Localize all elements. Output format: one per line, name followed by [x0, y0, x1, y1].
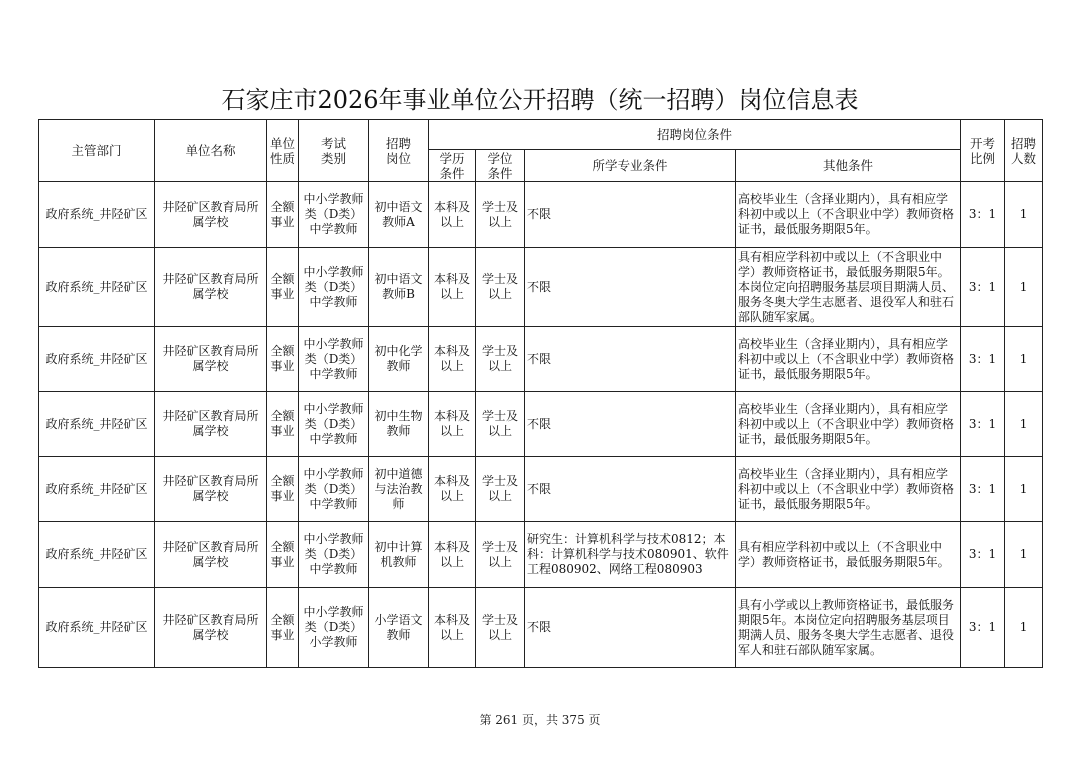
- cell-unit: 井陉矿区教育局所属学校: [155, 182, 267, 248]
- cell-edu: 本科及以上: [429, 327, 476, 392]
- cell-major: 不限: [525, 392, 736, 457]
- cell-edu: 本科及以上: [429, 588, 476, 668]
- cell-degree: 学士及以上: [476, 588, 525, 668]
- cell-post: 初中语文教师A: [369, 182, 429, 248]
- cell-edu: 本科及以上: [429, 248, 476, 327]
- table-row: [39, 182, 1043, 248]
- cell-dept: 政府系统_井陉矿区: [39, 392, 155, 457]
- cell-unit: 井陉矿区教育局所属学校: [155, 588, 267, 668]
- cell-exam: 中小学教师类（D类）中学教师: [299, 522, 369, 588]
- table-row: [39, 457, 1043, 522]
- header-exam-text: 考试 类别: [320, 135, 346, 166]
- header-ratio: [961, 120, 1005, 182]
- cell-count: 1: [1005, 457, 1043, 522]
- cell-count: 1: [1005, 392, 1043, 457]
- cell-other: 高校毕业生（含择业期内），具有相应学科初中或以上（不含职业中学）教师资格证书，最低服务期限5年。: [736, 182, 961, 248]
- cell-dept: 政府系统_井陉矿区: [39, 522, 155, 588]
- cell-dept: 政府系统_井陉矿区: [39, 588, 155, 668]
- recruitment-table: [38, 119, 1043, 668]
- cell-exam: 中小学教师类（D类）中学教师: [299, 392, 369, 457]
- header-edu-text: 学历 条件: [439, 150, 465, 181]
- header-unit: 单位名称: [155, 120, 267, 182]
- cell-edu: 本科及以上: [429, 182, 476, 248]
- cell-ratio: 3：1: [961, 457, 1005, 522]
- cell-dept: 政府系统_井陉矿区: [39, 248, 155, 327]
- header-exam: [299, 120, 369, 182]
- cell-unit: 井陉矿区教育局所属学校: [155, 457, 267, 522]
- cell-other: 高校毕业生（含择业期内），具有相应学科初中或以上（不含职业中学）教师资格证书，最低服务期限5年。: [736, 392, 961, 457]
- page-title: 石家庄市2026年事业单位公开招聘（统一招聘）岗位信息表: [221, 86, 859, 114]
- header-edu: [429, 150, 476, 182]
- cell-ratio: 3：1: [961, 392, 1005, 457]
- cell-major: 不限: [525, 248, 736, 327]
- header-other: 其他条件: [736, 150, 961, 182]
- cell-degree: 学士及以上: [476, 392, 525, 457]
- cell-major: 研究生：计算机科学与技术0812；本科：计算机科学与技术080901、软件工程080902、网络工程080903: [525, 522, 736, 588]
- cell-nature: 全额事业: [267, 248, 299, 327]
- cell-edu: 本科及以上: [429, 457, 476, 522]
- header-nature: [267, 120, 299, 182]
- cell-ratio: 3：1: [961, 522, 1005, 588]
- cell-dept: 政府系统_井陉矿区: [39, 182, 155, 248]
- cell-exam: 中小学教师类（D类）中学教师: [299, 327, 369, 392]
- cell-post: 初中语文教师B: [369, 248, 429, 327]
- cell-count: 1: [1005, 182, 1043, 248]
- cell-degree: 学士及以上: [476, 327, 525, 392]
- cell-degree: 学士及以上: [476, 457, 525, 522]
- cell-post: 初中道德与法治教师: [369, 457, 429, 522]
- cell-other: 具有相应学科初中或以上（不含职业中学）教师资格证书，最低服务期限5年。: [736, 522, 961, 588]
- cell-post: 初中化学教师: [369, 327, 429, 392]
- header-dept: 主管部门: [39, 120, 155, 182]
- cell-post: 初中生物教师: [369, 392, 429, 457]
- cell-unit: 井陉矿区教育局所属学校: [155, 392, 267, 457]
- cell-ratio: 3：1: [961, 182, 1005, 248]
- cell-count: 1: [1005, 248, 1043, 327]
- cell-post: 初中计算机教师: [369, 522, 429, 588]
- cell-exam: 中小学教师类（D类）中学教师: [299, 248, 369, 327]
- header-count: [1005, 120, 1043, 182]
- cell-nature: 全额事业: [267, 457, 299, 522]
- cell-count: 1: [1005, 588, 1043, 668]
- cell-degree: 学士及以上: [476, 248, 525, 327]
- cell-other: 具有小学或以上教师资格证书，最低服务期限5年。本岗位定向招聘服务基层项目期满人员、服务冬奥大学生志愿者、退役军人和驻石部队随军家属。: [736, 588, 961, 668]
- header-degree-text: 学位 条件: [487, 150, 513, 181]
- cell-degree: 学士及以上: [476, 182, 525, 248]
- cell-exam: 中小学教师类（D类）中学教师: [299, 182, 369, 248]
- cell-major: 不限: [525, 457, 736, 522]
- cell-unit: 井陉矿区教育局所属学校: [155, 327, 267, 392]
- header-conditions: 招聘岗位条件: [429, 120, 961, 150]
- cell-exam: 中小学教师类（D类）中学教师: [299, 457, 369, 522]
- cell-other: 高校毕业生（含择业期内），具有相应学科初中或以上（不含职业中学）教师资格证书，最低服务期限5年。: [736, 327, 961, 392]
- cell-exam: 中小学教师类（D类）小学教师: [299, 588, 369, 668]
- table-row: [39, 392, 1043, 457]
- table-row: [39, 248, 1043, 327]
- header-count-text: 招聘 人数: [1011, 135, 1037, 166]
- cell-ratio: 3：1: [961, 327, 1005, 392]
- cell-nature: 全额事业: [267, 392, 299, 457]
- header-ratio-text: 开考 比例: [970, 135, 996, 166]
- header-major: 所学专业条件: [525, 150, 736, 182]
- table-row: [39, 327, 1043, 392]
- cell-degree: 学士及以上: [476, 522, 525, 588]
- cell-other: 具有相应学科初中或以上（不含职业中学）教师资格证书，最低服务期限5年。本岗位定向招聘服务基层项目期满人员、服务冬奥大学生志愿者、退役军人和驻石部队随军家属。: [736, 248, 961, 327]
- cell-count: 1: [1005, 522, 1043, 588]
- cell-count: 1: [1005, 327, 1043, 392]
- header-post: [369, 120, 429, 182]
- cell-nature: 全额事业: [267, 182, 299, 248]
- table-row: [39, 588, 1043, 668]
- cell-edu: 本科及以上: [429, 392, 476, 457]
- cell-nature: 全额事业: [267, 522, 299, 588]
- cell-major: 不限: [525, 588, 736, 668]
- cell-ratio: 3：1: [961, 248, 1005, 327]
- cell-nature: 全额事业: [267, 327, 299, 392]
- cell-other: 高校毕业生（含择业期内），具有相应学科初中或以上（不含职业中学）教师资格证书，最低服务期限5年。: [736, 457, 961, 522]
- table-row: [39, 522, 1043, 588]
- cell-ratio: 3：1: [961, 588, 1005, 668]
- header-post-text: 招聘 岗位: [385, 135, 411, 166]
- cell-post: 小学语文教师: [369, 588, 429, 668]
- cell-nature: 全额事业: [267, 588, 299, 668]
- cell-unit: 井陉矿区教育局所属学校: [155, 248, 267, 327]
- cell-major: 不限: [525, 327, 736, 392]
- cell-unit: 井陉矿区教育局所属学校: [155, 522, 267, 588]
- header-degree: [476, 150, 525, 182]
- cell-major: 不限: [525, 182, 736, 248]
- header-nature-text: 单位 性质: [269, 135, 295, 166]
- page-footer: 第 261 页，共 375 页: [479, 713, 601, 727]
- cell-edu: 本科及以上: [429, 522, 476, 588]
- cell-dept: 政府系统_井陉矿区: [39, 457, 155, 522]
- cell-dept: 政府系统_井陉矿区: [39, 327, 155, 392]
